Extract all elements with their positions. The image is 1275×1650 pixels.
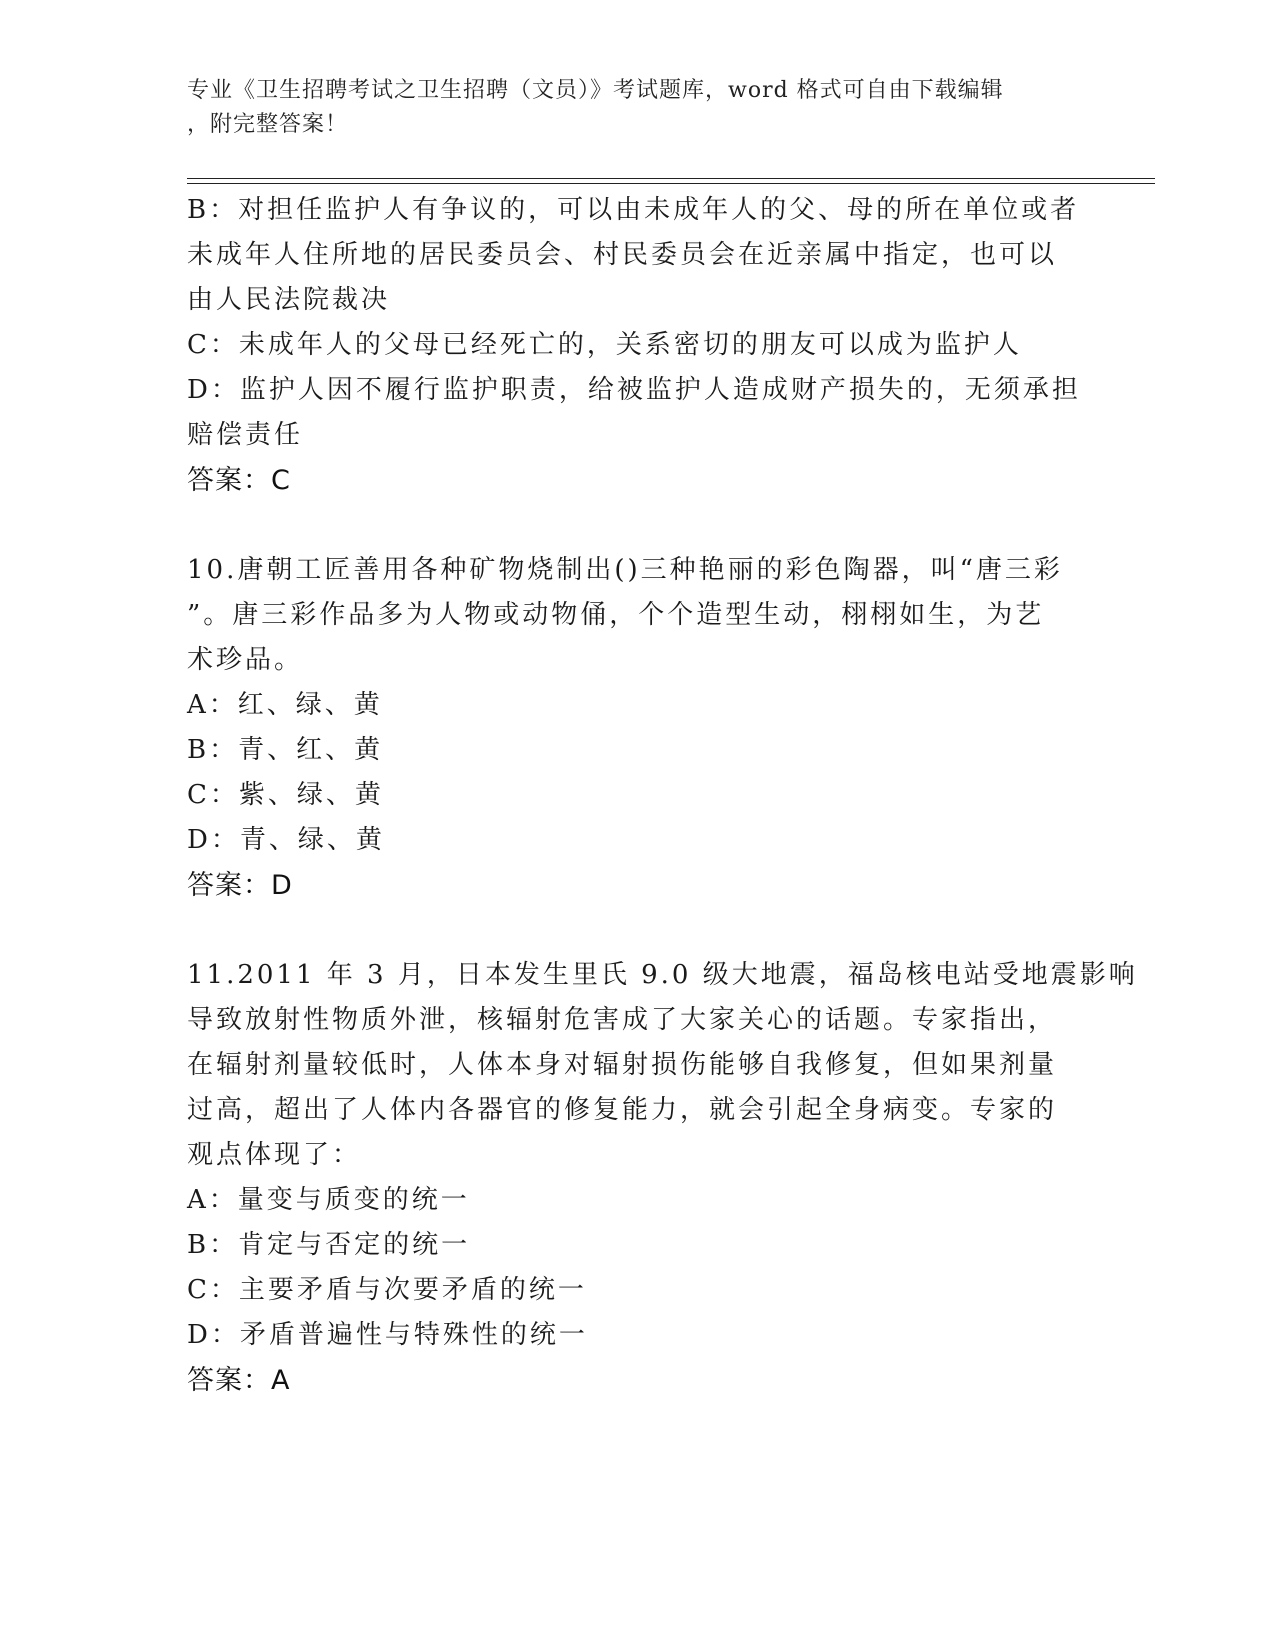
q10-stem-line-1: 10.唐朝工匠善用各种矿物烧制出()三种艳丽的彩色陶器，叫“唐三彩 bbox=[187, 555, 1063, 585]
document-body bbox=[187, 188, 1138, 1403]
q9-option-d-line-1: D：监护人因不履行监护职责，给被监护人造成财产损失的，无须承担 bbox=[187, 375, 1081, 405]
q9-option-d-line-2: 赔偿责任 bbox=[187, 420, 304, 450]
q10-stem-line-3: 术珍品。 bbox=[187, 645, 304, 675]
q10-answer: 答案：D bbox=[187, 870, 293, 901]
q9-option-b-line-3: 由人民法院裁决 bbox=[187, 285, 391, 315]
header-rule-bottom bbox=[187, 183, 1155, 184]
header-line-2: ，附完整答案！ bbox=[187, 112, 349, 137]
q11-stem-line-4: 过高，超出了人体内各器官的修复能力，就会引起全身病变。专家的 bbox=[187, 1095, 1058, 1125]
q10-option-c: C：紫、绿、黄 bbox=[187, 780, 384, 810]
question-11 bbox=[187, 953, 1138, 1403]
q11-stem-line-3: 在辐射剂量较低时，人体本身对辐射损伤能够自我修复，但如果剂量 bbox=[187, 1050, 1058, 1080]
header-line-1: 专业《卫生招聘考试之卫生招聘（文员）》考试题库，word 格式可自由下载编辑 bbox=[187, 78, 1004, 103]
q11-stem-line-2: 导致放射性物质外泄，核辐射危害成了大家关心的话题。专家指出， bbox=[187, 1005, 1058, 1035]
q9-option-c: C：未成年人的父母已经死亡的，关系密切的朋友可以成为监护人 bbox=[187, 330, 1022, 360]
q9-answer: 答案：C bbox=[187, 465, 291, 496]
q9-option-b-line-2: 未成年人住所地的居民委员会、村民委员会在近亲属中指定，也可以 bbox=[187, 240, 1058, 270]
q11-option-b: B：肯定与否定的统一 bbox=[187, 1230, 471, 1260]
q10-stem-line-2: ”。唐三彩作品多为人物或动物俑，个个造型生动，栩栩如生，为艺 bbox=[187, 600, 1045, 630]
q11-answer: 答案：A bbox=[187, 1365, 291, 1396]
q9-option-b-line-1: B：对担任监护人有争议的，可以由未成年人的父、母的所在单位或者 bbox=[187, 195, 1080, 225]
question-10 bbox=[187, 548, 1087, 908]
spacer bbox=[187, 503, 1087, 548]
q11-option-d: D：矛盾普遍性与特殊性的统一 bbox=[187, 1320, 588, 1350]
q11-option-a: A：量变与质变的统一 bbox=[187, 1185, 470, 1215]
q10-option-d: D：青、绿、黄 bbox=[187, 825, 385, 855]
q11-stem-line-1: 11.2011 年 3 月，日本发生里氏 9.0 级大地震，福岛核电站受地震影响 bbox=[187, 960, 1138, 990]
header-rule-top bbox=[187, 178, 1155, 179]
page-header bbox=[187, 74, 1067, 142]
question-9-options bbox=[187, 188, 1087, 503]
q11-option-c: C：主要矛盾与次要矛盾的统一 bbox=[187, 1275, 587, 1305]
spacer bbox=[187, 908, 1087, 953]
q11-stem-line-5: 观点体现了： bbox=[187, 1140, 362, 1170]
q10-option-b: B：青、红、黄 bbox=[187, 735, 384, 765]
q10-option-a: A：红、绿、黄 bbox=[187, 690, 383, 720]
